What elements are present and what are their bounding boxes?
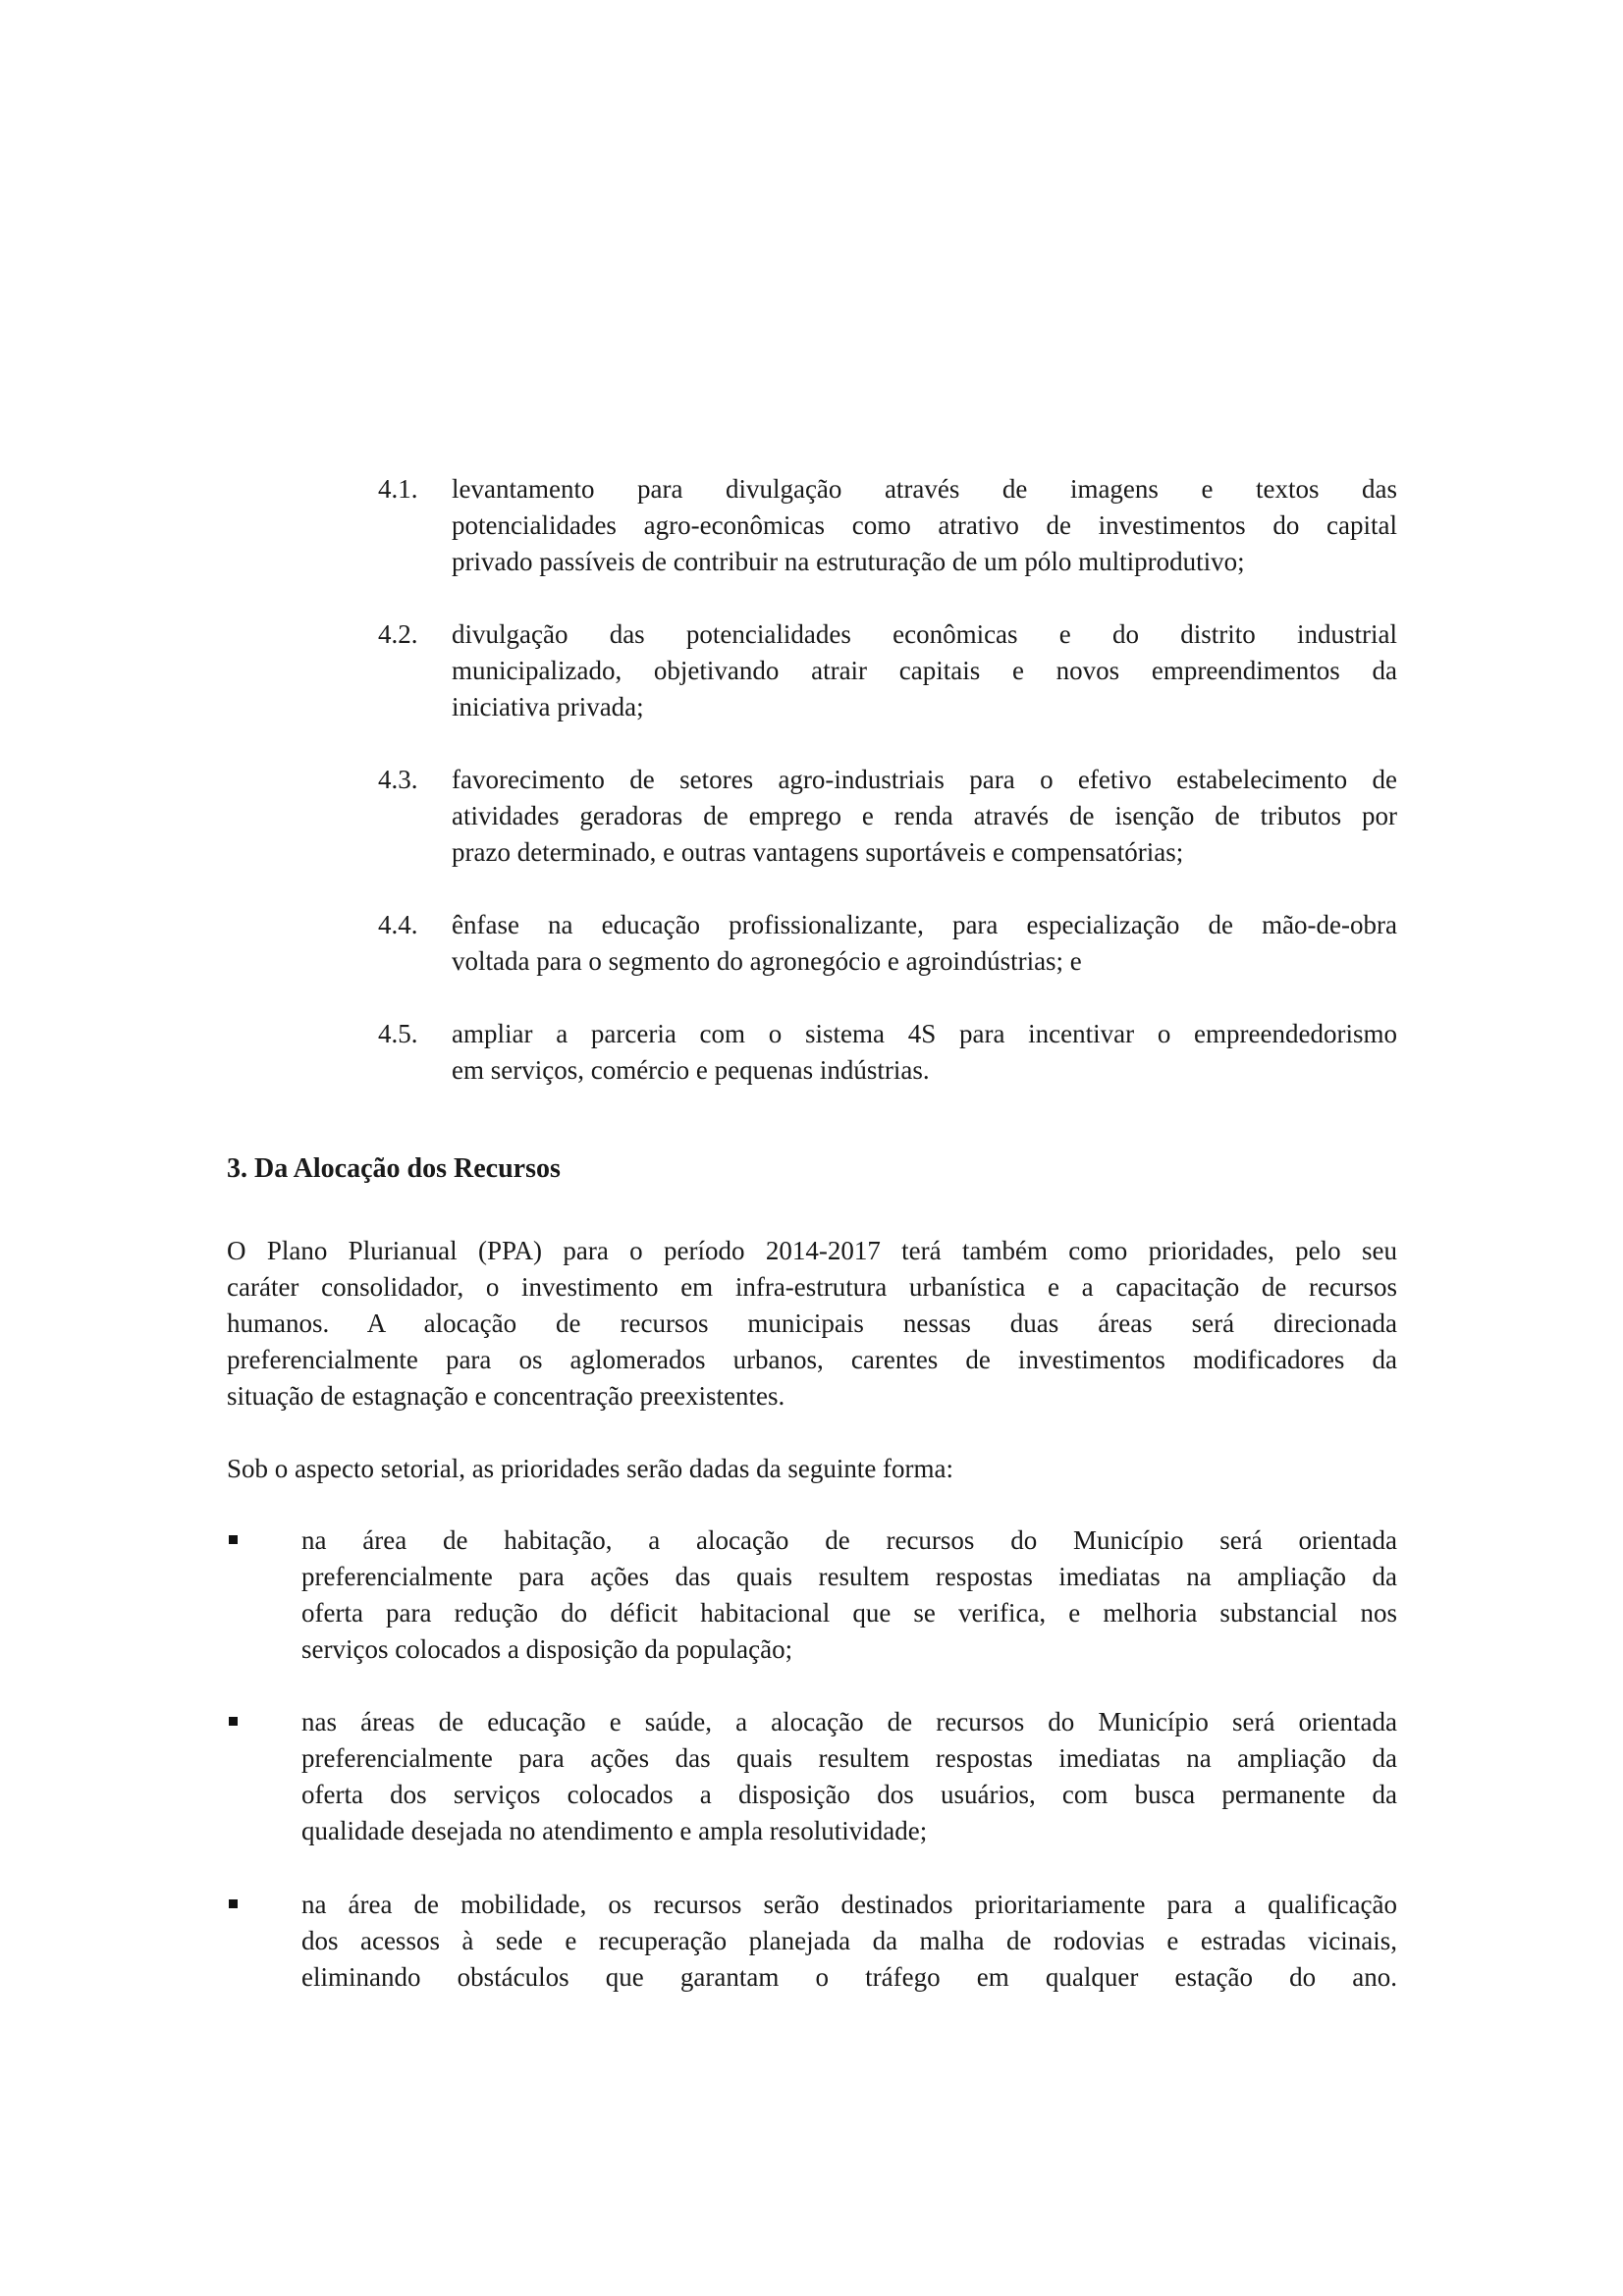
item-line: voltada para o segmento do agronegócio e agroindústrias; e [452, 946, 1082, 976]
section-heading: 3. Da Alocação dos Recursos [227, 1153, 561, 1184]
item-number: 4.1. [378, 474, 418, 504]
paragraph-line: caráter consolidador, o investimento em infra-estrutura urbanística e a capacitação de recursos [227, 1272, 1397, 1302]
bullet-line: eliminando obstáculos que garantam o tráfego em qualquer estação do ano. [301, 1962, 1397, 1992]
bullet-line: preferencialmente para ações das quais resultem respostas imediatas na ampliação da [301, 1743, 1397, 1773]
item-line: potencialidades agro-econômicas como atrativo de investimentos do capital [452, 510, 1397, 540]
item-number: 4.3. [378, 765, 418, 794]
paragraph-line: O Plano Plurianual (PPA) para o período 2014-2017 terá também como prioridades, pelo seu [227, 1236, 1397, 1265]
paragraph-line: Sob o aspecto setorial, as prioridades serão dadas da seguinte forma: [227, 1454, 954, 1483]
item-number: 4.5. [378, 1019, 418, 1048]
square-bullet-icon [229, 1535, 238, 1544]
numbered-item-4-1 [378, 471, 1399, 580]
bullet-item-education-health [227, 1704, 1397, 1849]
numbered-item-4-4 [378, 907, 1399, 980]
square-bullet-icon [229, 1899, 238, 1908]
numbered-item-4-2 [378, 616, 1399, 725]
bullet-line: na área de mobilidade, os recursos serão destinados prioritariamente para a qualificação [301, 1890, 1397, 1919]
paragraph-ppa [227, 1233, 1397, 1415]
paragraph-intro-sectoral [227, 1451, 1397, 1487]
item-line: divulgação das potencialidades econômicas e do distrito industrial [452, 619, 1397, 649]
bullet-line: serviços colocados a disposição da população; [301, 1634, 793, 1664]
bullet-line: dos acessos à sede e recuperação planejada da malha de rodovias e estradas vicinais, [301, 1926, 1397, 1955]
numbered-item-4-3 [378, 762, 1399, 871]
bullet-line: oferta dos serviços colocados a disposição dos usuários, com busca permanente da [301, 1780, 1397, 1809]
item-number: 4.2. [378, 619, 418, 649]
paragraph-line: humanos. A alocação de recursos municipais nessas duas áreas será direcionada [227, 1308, 1397, 1338]
bullet-line: preferencialmente para ações das quais resultem respostas imediatas na ampliação da [301, 1562, 1397, 1591]
item-line: municipalizado, objetivando atrair capitais e novos empreendimentos da [452, 656, 1397, 685]
item-line: iniciativa privada; [452, 692, 644, 721]
item-line: ampliar a parceria com o sistema 4S para incentivar o empreendedorismo [452, 1019, 1397, 1048]
numbered-item-4-5 [378, 1016, 1399, 1089]
bullet-item-housing [227, 1522, 1397, 1668]
bullet-line: oferta para redução do déficit habitacional que se verifica, e melhoria substancial nos [301, 1598, 1397, 1628]
bullet-line: nas áreas de educação e saúde, a alocação de recursos do Município será orientada [301, 1707, 1397, 1736]
item-line: atividades geradoras de emprego e renda através de isenção de tributos por [452, 801, 1397, 830]
bullet-line: na área de habitação, a alocação de recursos do Município será orientada [301, 1525, 1397, 1555]
bullet-item-mobility [227, 1887, 1397, 1996]
item-line: prazo determinado, e outras vantagens suportáveis e compensatórias; [452, 837, 1184, 867]
square-bullet-icon [229, 1717, 238, 1726]
item-number: 4.4. [378, 910, 418, 939]
paragraph-line: situação de estagnação e concentração preexistentes. [227, 1381, 785, 1411]
item-line: em serviços, comércio e pequenas indústrias. [452, 1055, 930, 1085]
paragraph-line: preferencialmente para os aglomerados urbanos, carentes de investimentos modificadores da [227, 1345, 1397, 1374]
item-line: favorecimento de setores agro-industriais para o efetivo estabelecimento de [452, 765, 1397, 794]
item-line: ênfase na educação profissionalizante, para especialização de mão-de-obra [452, 910, 1397, 939]
item-line: levantamento para divulgação através de imagens e textos das [452, 474, 1397, 504]
bullet-line: qualidade desejada no atendimento e ampla resolutividade; [301, 1816, 928, 1845]
item-line: privado passíveis de contribuir na estruturação de um pólo multiprodutivo; [452, 547, 1245, 576]
